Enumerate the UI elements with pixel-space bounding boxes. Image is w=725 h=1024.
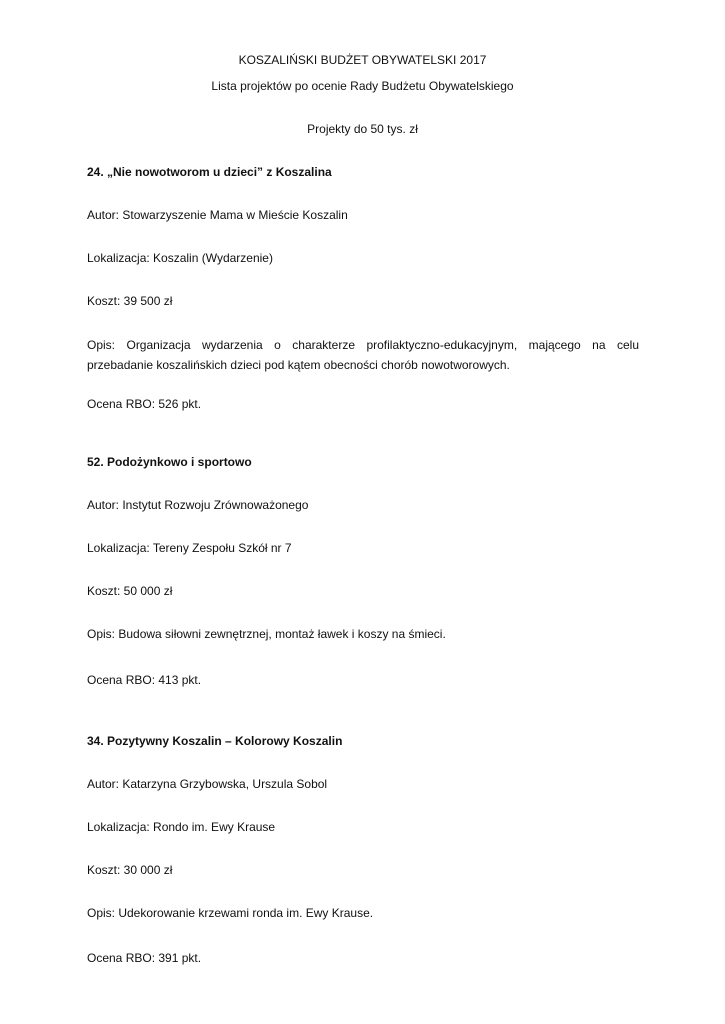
- project-rating: Ocena RBO: 391 pkt.: [87, 951, 202, 965]
- document-subtitle: Lista projektów po ocenie Rady Budżetu Obywatelskiego: [211, 79, 514, 93]
- project-description: [87, 335, 639, 375]
- project-rating: Ocena RBO: 526 pkt.: [87, 397, 202, 411]
- project-location: Lokalizacja: Tereny Zespołu Szkół nr 7: [87, 541, 292, 555]
- project-cost: Koszt: 50 000 zł: [87, 584, 173, 598]
- project-location: Lokalizacja: Koszalin (Wydarzenie): [87, 251, 273, 265]
- project-location: Lokalizacja: Rondo im. Ewy Krause: [87, 820, 276, 834]
- project-cost: Koszt: 30 000 zł: [87, 863, 173, 877]
- project-title: 34. Pozytywny Koszalin – Kolorowy Koszalin: [87, 734, 343, 748]
- project-author: Autor: Instytut Rozwoju Zrównoważonego: [87, 498, 309, 512]
- project-description: Opis: Udekorowanie krzewami ronda im. Ewy Krause.: [87, 906, 374, 920]
- project-author: Autor: Katarzyna Grzybowska, Urszula Sobol: [87, 777, 328, 791]
- project-title: 52. Podożynkowo i sportowo: [87, 455, 252, 469]
- category-heading: Projekty do 50 tys. zł: [307, 122, 418, 136]
- project-description: Opis: Budowa siłowni zewnętrznej, montaż ławek i koszy na śmieci.: [87, 627, 446, 641]
- project-rating: Ocena RBO: 413 pkt.: [87, 673, 202, 687]
- project-author: Autor: Stowarzyszenie Mama w Mieście Koszalin: [87, 208, 348, 222]
- project-description-line: przebadanie koszalińskich dzieci pod kątem obecności chorób nowotworowych.: [87, 358, 510, 372]
- document-title: KOSZALIŃSKI BUDŻET OBYWATELSKI 2017: [238, 53, 487, 67]
- project-cost: Koszt: 39 500 zł: [87, 294, 173, 308]
- project-description-line: Opis: Organizacja wydarzenia o charakterze profilaktyczno-edukacyjnym, mającego na celu: [87, 338, 639, 352]
- project-title: 24. „Nie nowotworom u dzieci” z Koszalina: [87, 165, 332, 179]
